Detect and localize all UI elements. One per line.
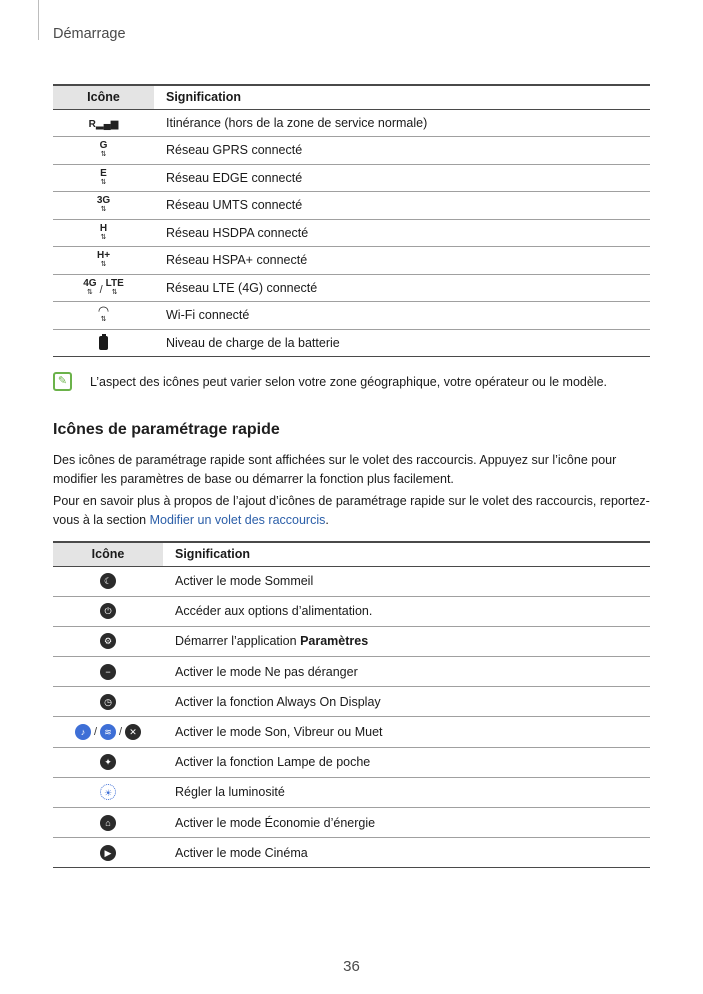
column-header-icon: Icône [53,542,163,566]
table-row [53,302,650,330]
table-row [53,838,650,868]
row-meaning: Réseau UMTS connecté [166,198,303,213]
reference-text: Pour en savoir plus à propos de l’ajout d’icônes de paramétrage rapide sur le volet des raccourcis, reportez-vous à la section [53,494,650,527]
do-not-disturb-icon: − [100,664,116,680]
mute-icon: ✕ [125,724,141,740]
row-meaning: Niveau de charge de la batterie [166,335,340,350]
table-row [53,808,650,838]
table-row [53,192,650,220]
wifi-icon: ◠ ⇅ [98,303,109,324]
flashlight-icon: ✦ [100,754,116,770]
row-meaning: Activer la fonction Always On Display [175,694,381,709]
row-meaning: Activer le mode Son, Vibreur ou Muet [175,725,383,740]
reference-paragraph [53,492,650,530]
table-row [53,137,650,165]
row-meaning: Activer le mode Économie d’énergie [175,815,376,830]
page-number: 36 [343,958,360,975]
umts-3g-icon: 3G ⇅ [96,195,111,214]
table-row [53,596,650,626]
brightness-icon: ☀ [100,784,116,800]
row-meaning: Réseau HSDPA connecté [166,225,309,240]
table-row [53,329,650,357]
lte-icon: LTE ⇅ [105,277,124,296]
column-header-icon: Icône [53,85,154,109]
row-meaning: Activer le mode Cinéma [175,845,308,860]
status-icons-table [53,84,650,357]
always-on-display-icon: ◷ [100,694,116,710]
table-row: 4G ⇅ /LTE ⇅ Réseau LTE (4G) connecté [53,274,650,302]
table-row [53,687,650,717]
section-title: Icônes de paramétrage rapide [53,421,280,438]
table-header-row [53,542,650,566]
4g-icon: 4G ⇅ [83,277,97,296]
row-meaning: Régler la luminosité [175,785,285,800]
cinema-icon: ▶ [100,845,116,861]
row-meaning: Réseau EDGE connecté [166,170,303,185]
row-meaning: Activer la fonction Lampe de poche [175,755,371,770]
note-text: L’aspect des icônes peut varier selon votre zone géographique, votre opérateur ou le modèle. [90,375,607,389]
table-row [53,219,650,247]
intro-paragraph: Des icônes de paramétrage rapide sont affichées sur le volet des raccourcis. Appuyez sur l’icône pour modifier les paramètres de base ou démarrer la fonction plus facilement. [53,453,617,486]
note-box [53,371,650,395]
table-row [53,109,650,137]
row-meaning: Activer le mode Sommeil [175,574,314,589]
chapter-header: Démarrage [53,26,126,42]
row-meaning: Wi-Fi connecté [166,308,250,323]
power-saving-icon: ⌂ [100,815,116,831]
row-meaning: Itinérance (hors de la zone de service normale) [166,115,428,130]
margin-rule [38,0,39,40]
quick-settings-table [53,541,650,868]
row-meaning: Réseau GPRS connecté [166,143,303,158]
settings-icon: ⚙ [100,633,116,649]
row-meaning: Activer le mode Ne pas déranger [175,664,358,679]
sound-icon: ♪ [75,724,91,740]
column-header-meaning: Signification [166,90,241,105]
hspa-plus-icon: H+ ⇅ [96,250,111,269]
sleep-icon: ☾ [100,573,116,589]
table-row [53,566,650,596]
roaming-signal-icon: R [88,118,96,130]
vibrate-icon: ≋ [100,724,116,740]
column-header-meaning: Signification [175,547,250,562]
table-row [53,747,650,777]
row-meaning: Réseau LTE (4G) connecté [166,280,318,295]
section-link[interactable]: Modifier un volet des raccourcis [149,513,326,527]
table-row: ♪ / ≋ / ✕ Activer le mode Son, Vibreur ou Muet [53,717,650,747]
power-icon: ⏻ [100,603,116,619]
table-row [53,247,650,275]
table-row [53,777,650,807]
edge-icon: E ⇅ [100,167,107,186]
row-meaning: Démarrer l’application Paramètres [175,634,369,649]
battery-icon [99,336,108,350]
hsdpa-icon: H ⇅ [99,222,108,241]
table-row [53,657,650,687]
signal-bars-icon: ▂▄▆ [95,118,119,130]
gprs-icon: G ⇅ [99,140,108,159]
table-header-row [53,85,650,109]
row-meaning: Réseau HSPA+ connecté [166,253,308,268]
note-pencil-icon: ✎ [53,372,72,391]
reference-end: . [325,513,329,527]
table-row [53,164,650,192]
row-meaning: Accéder aux options d’alimentation. [175,604,373,619]
table-row [53,626,650,656]
